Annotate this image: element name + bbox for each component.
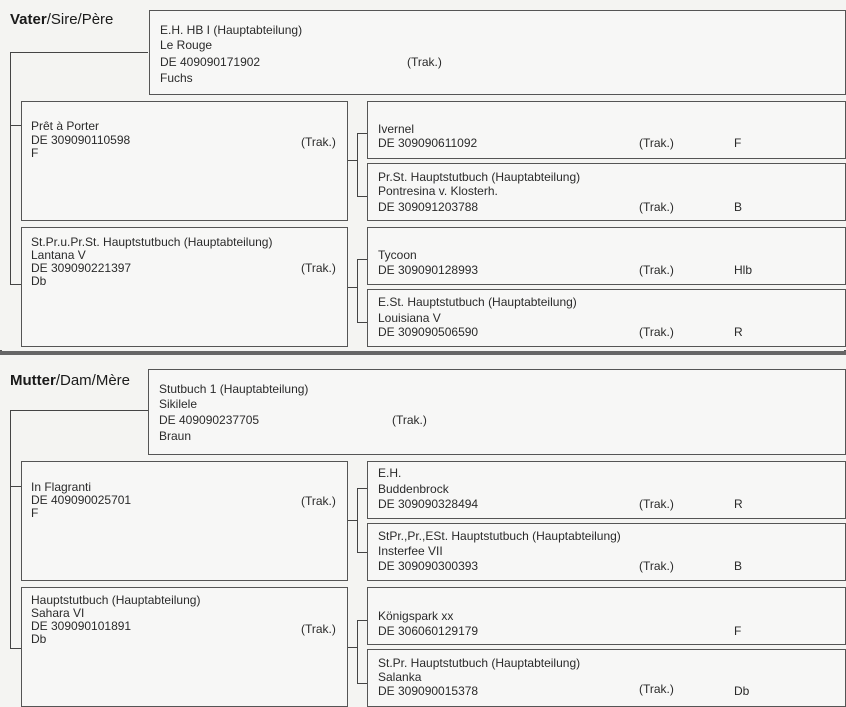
sire-heading-main: Vater bbox=[10, 11, 47, 28]
sire-grand1-breed: (Trak.) bbox=[301, 135, 336, 149]
sire-grand2-line1: St.Pr.u.Pr.St. Hauptstutbuch (Hauptabteilung) bbox=[31, 235, 273, 249]
sire-connector-bottom bbox=[10, 284, 21, 285]
dam-gg1-box bbox=[367, 461, 846, 519]
sire-gg2-color: B bbox=[734, 200, 743, 214]
sire-parent-box bbox=[149, 10, 846, 95]
dam-grand2-box bbox=[21, 587, 348, 707]
dam-gg3-color: F bbox=[734, 624, 742, 638]
dam-bracket1-in bbox=[348, 520, 357, 521]
sire-connector-grand1 bbox=[10, 125, 21, 126]
dam-gg3-name: Königspark xx bbox=[378, 609, 454, 623]
sire-gg3-box bbox=[367, 227, 846, 285]
dam-parent-color: Braun bbox=[159, 429, 192, 443]
dam-bracket2-in bbox=[348, 647, 357, 648]
dam-gg4-breed: (Trak.) bbox=[639, 682, 674, 696]
sire-bracket2-top bbox=[357, 259, 367, 260]
dam-grand2-reg: DE 309090101891 bbox=[31, 619, 132, 633]
sire-connector-vertical bbox=[10, 52, 11, 284]
sire-gg4-line1: E.St. Hauptstutbuch (Hauptabteilung) bbox=[378, 295, 577, 309]
sire-gg1-name: Ivernel bbox=[378, 122, 415, 136]
dam-connector-grand1 bbox=[10, 486, 21, 487]
dam-gg2-reg: DE 309090300393 bbox=[378, 559, 479, 573]
dam-connector-vertical bbox=[10, 410, 11, 648]
dam-grand1-color: F bbox=[31, 506, 39, 520]
sire-grand2-breed: (Trak.) bbox=[301, 261, 336, 275]
sire-grand1-reg: DE 309090110598 bbox=[31, 133, 131, 147]
sire-parent-breed: (Trak.) bbox=[407, 55, 442, 69]
dam-gg4-name: Salanka bbox=[378, 670, 422, 684]
dam-parent-line1: Stutbuch 1 (Hauptabteilung) bbox=[159, 382, 309, 396]
dam-gg3-reg: DE 306060129179 bbox=[378, 624, 479, 638]
sire-gg3-name: Tycoon bbox=[378, 248, 417, 262]
sire-gg2-breed: (Trak.) bbox=[639, 200, 674, 214]
dam-gg4-box bbox=[367, 649, 846, 707]
dam-parent-box bbox=[148, 369, 846, 455]
sire-parent-name: Le Rouge bbox=[160, 38, 213, 52]
dam-grand2-color: Db bbox=[31, 632, 47, 646]
sire-parent-line1: E.H. HB I (Hauptabteilung) bbox=[160, 23, 303, 37]
sire-section bbox=[0, 0, 846, 350]
dam-grand1-reg: DE 409090025701 bbox=[31, 493, 132, 507]
sire-gg4-name: Louisiana V bbox=[378, 311, 441, 325]
sire-grand2-box bbox=[21, 227, 348, 347]
sire-gg2-name: Pontresina v. Klosterh. bbox=[378, 184, 498, 198]
dam-gg2-box bbox=[367, 523, 846, 581]
dam-heading-main: Mutter bbox=[10, 372, 56, 389]
sire-gg3-breed: (Trak.) bbox=[639, 263, 674, 277]
sire-parent-color: Fuchs bbox=[160, 71, 193, 85]
dam-parent-breed: (Trak.) bbox=[392, 413, 427, 427]
dam-section bbox=[0, 355, 846, 707]
dam-gg2-color: B bbox=[734, 559, 743, 573]
sire-heading bbox=[10, 11, 113, 28]
dam-gg1-name: Buddenbrock bbox=[378, 482, 449, 496]
sire-gg3-reg: DE 309090128993 bbox=[378, 263, 479, 277]
sire-bracket1-in bbox=[348, 160, 357, 161]
dam-gg4-line1: St.Pr. Hauptstutbuch (Hauptabteilung) bbox=[378, 656, 581, 670]
sire-gg4-reg: DE 309090506590 bbox=[378, 325, 479, 339]
dam-connector-bottom bbox=[10, 648, 21, 649]
sire-bracket2-in bbox=[348, 287, 357, 288]
sire-parent-reg: DE 409090171902 bbox=[160, 55, 261, 69]
sire-gg4-color: R bbox=[734, 325, 743, 339]
sire-grand1-name: Prêt à Porter bbox=[31, 119, 100, 133]
dam-bracket1-bottom bbox=[357, 552, 367, 553]
sire-grand1-box bbox=[21, 101, 348, 221]
sire-grand2-name: Lantana V bbox=[31, 248, 86, 262]
sire-grand2-reg: DE 309090221397 bbox=[31, 261, 132, 275]
dam-gg2-line1: StPr.,Pr.,ESt. Hauptstutbuch (Hauptabteilung) bbox=[378, 529, 621, 543]
sire-bracket2-vertical bbox=[357, 259, 358, 322]
dam-connector-top bbox=[10, 410, 148, 411]
sire-grand2-color: Db bbox=[31, 274, 47, 288]
dam-parent-name: Sikilele bbox=[159, 397, 198, 411]
dam-gg1-breed: (Trak.) bbox=[639, 497, 674, 511]
sire-gg1-breed: (Trak.) bbox=[639, 136, 674, 150]
sire-gg4-box bbox=[367, 289, 846, 347]
dam-grand2-breed: (Trak.) bbox=[301, 622, 336, 636]
dam-gg4-reg: DE 309090015378 bbox=[378, 684, 479, 698]
dam-gg2-name: Insterfee VII bbox=[378, 544, 443, 558]
sire-bracket1-bottom bbox=[357, 196, 367, 197]
dam-bracket1-vertical bbox=[357, 488, 358, 552]
sire-gg1-box bbox=[367, 101, 846, 159]
sire-gg2-line1: Pr.St. Hauptstutbuch (Hauptabteilung) bbox=[378, 170, 581, 184]
dam-gg1-color: R bbox=[734, 497, 743, 511]
dam-parent-reg: DE 409090237705 bbox=[159, 413, 260, 427]
sire-bracket1-vertical bbox=[357, 133, 358, 196]
dam-gg3-box bbox=[367, 587, 846, 645]
sire-connector-top bbox=[10, 52, 148, 53]
dam-gg1-reg: DE 309090328494 bbox=[378, 497, 479, 511]
dam-grand2-name: Sahara VI bbox=[31, 606, 85, 620]
sire-gg4-breed: (Trak.) bbox=[639, 325, 674, 339]
dam-grand2-line1: Hauptstutbuch (Hauptabteilung) bbox=[31, 593, 201, 607]
dam-grand1-breed: (Trak.) bbox=[301, 494, 336, 508]
dam-gg1-line1: E.H. bbox=[378, 466, 402, 480]
dam-bracket2-bottom bbox=[357, 683, 367, 684]
dam-grand1-name: In Flagranti bbox=[31, 480, 92, 494]
sire-bracket1-top bbox=[357, 133, 367, 134]
sire-gg2-reg: DE 309091203788 bbox=[378, 200, 479, 214]
sire-bracket2-bottom bbox=[357, 322, 367, 323]
dam-gg4-color: Db bbox=[734, 684, 750, 698]
dam-grand1-box bbox=[21, 461, 348, 581]
sire-gg2-box bbox=[367, 163, 846, 221]
sire-gg3-color: Hlb bbox=[734, 263, 753, 277]
sire-heading-alt: /Sire/Père bbox=[46, 11, 114, 28]
dam-bracket2-vertical bbox=[357, 620, 358, 683]
dam-heading-alt: /Dam/Mère bbox=[55, 372, 131, 389]
sire-gg1-color: F bbox=[734, 136, 742, 150]
dam-bracket2-top bbox=[357, 620, 367, 621]
dam-heading bbox=[10, 372, 130, 389]
sire-grand1-color: F bbox=[31, 146, 39, 160]
dam-bracket1-top bbox=[357, 488, 367, 489]
dam-gg2-breed: (Trak.) bbox=[639, 559, 674, 573]
sire-gg1-reg: DE 309090611092 bbox=[378, 136, 478, 150]
